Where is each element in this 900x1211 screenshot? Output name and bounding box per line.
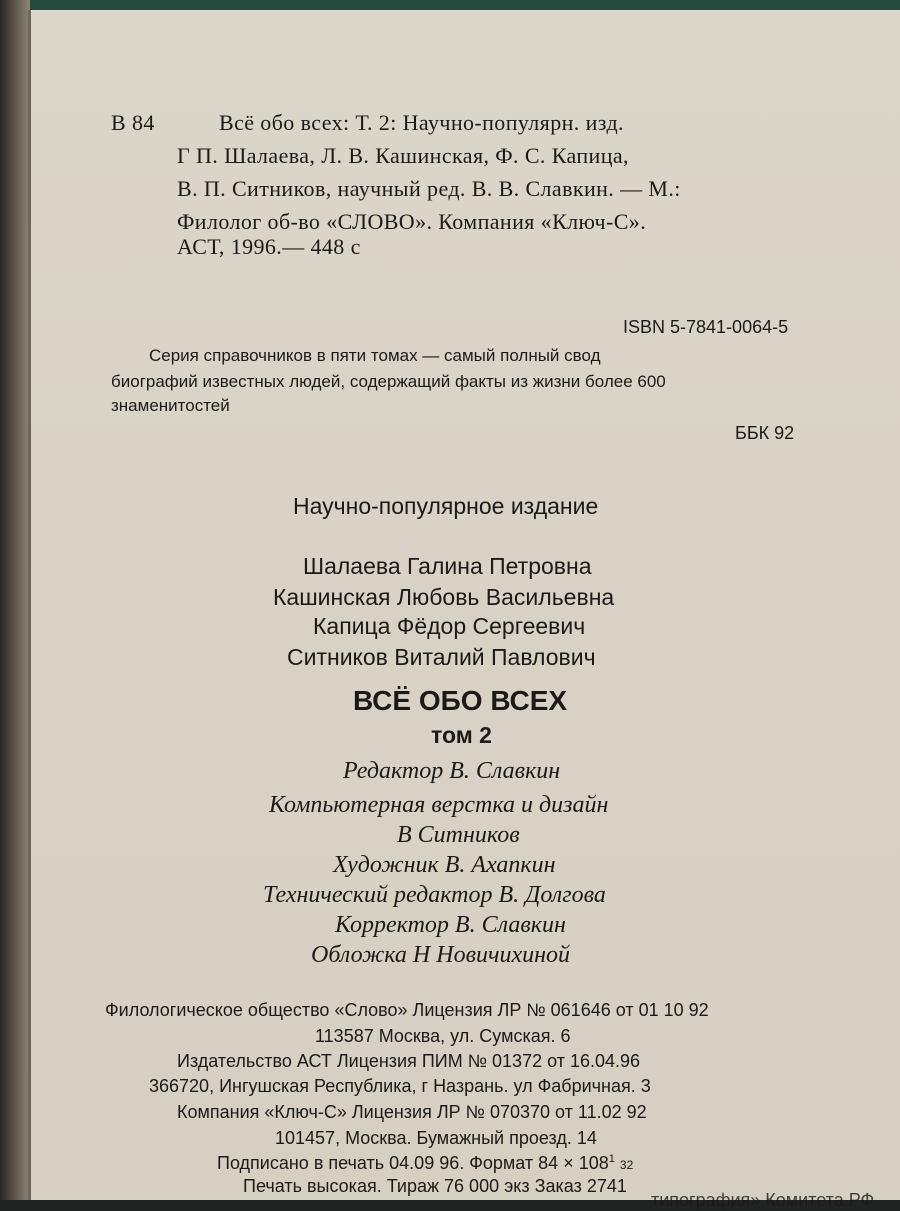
- isbn: ISBN 5-7841-0064-5: [623, 317, 789, 337]
- credit-line: Технический редактор В. Долгова: [263, 882, 606, 908]
- imprint-line: 113587 Москва, ул. Сумская. 6: [315, 1026, 571, 1046]
- credit-line: Обложка Н Новичихиной: [311, 942, 571, 968]
- format-subscript: 32: [619, 1158, 634, 1172]
- credit-line: Компьютерная верстка и дизайн: [269, 792, 609, 818]
- author-name: Кашинская Любовь Васильевна: [273, 584, 615, 610]
- credit-line: В Ситников: [397, 822, 520, 848]
- edition-type: Научно-популярное издание: [293, 493, 599, 519]
- bibliographic-code: В 84: [111, 110, 155, 135]
- imprint-line: Компания «Ключ-С» Лицензия ЛР № 070370 от 11.02 92: [177, 1102, 647, 1122]
- book-spine-shadow: [0, 0, 30, 1200]
- annotation-line: Серия справочников в пяти томах — самый полный свод: [149, 346, 601, 365]
- print-signed-line: [217, 1153, 633, 1174]
- print-run-line: Печать высокая. Тираж 76 000 экз Заказ 2741: [243, 1176, 627, 1196]
- book-title: ВСЁ ОБО ВСЕХ: [353, 685, 568, 716]
- bibliographic-line: В. П. Ситников, научный ред. В. В. Славкин. — М.:: [177, 176, 681, 201]
- credit-line: Художник В. Ахапкин: [333, 852, 556, 878]
- volume-label: том 2: [431, 722, 492, 748]
- bbk-index: ББК 92: [735, 423, 795, 443]
- imprint-line: 101457, Москва. Бумажный проезд. 14: [275, 1128, 597, 1148]
- bibliographic-line: Г П. Шалаева, Л. В. Кашинская, Ф. С. Капица,: [177, 143, 629, 168]
- print-partial-line: типография» Комитета РФ: [651, 1190, 875, 1210]
- bibliographic-line: АСТ, 1996.— 448 с: [177, 234, 361, 259]
- bibliographic-line: Филолог об-во «СЛОВО». Компания «Ключ-С».: [177, 209, 647, 234]
- imprint-line: 366720, Ингушская Республика, г Назрань. ул Фабричная. 3: [149, 1076, 651, 1096]
- annotation-line: знаменитостей: [111, 396, 230, 415]
- author-name: Шалаева Галина Петровна: [303, 553, 592, 579]
- print-signed-text: Подписано в печать 04.09 96. Формат 84 × 108: [217, 1153, 609, 1173]
- book-page: [28, 10, 900, 1210]
- author-name: Ситников Виталий Павлович: [287, 644, 596, 670]
- bibliographic-line: Всё обо всех: Т. 2: Научно-популярн. изд.: [219, 110, 624, 135]
- author-name: Капица Фёдор Сергеевич: [313, 613, 586, 639]
- format-superscript: 1: [608, 1153, 615, 1165]
- imprint-line: Издательство АСТ Лицензия ПИМ № 01372 от 16.04.96: [177, 1051, 641, 1071]
- credit-line: Корректор В. Славкин: [335, 912, 566, 938]
- imprint-line: Филологическое общество «Слово» Лицензия ЛР № 061646 от 01 10 92: [105, 1000, 709, 1020]
- annotation-line: биографий известных людей, содержащий факты из жизни более 600: [111, 372, 666, 391]
- credit-line: Редактор В. Славкин: [343, 758, 561, 784]
